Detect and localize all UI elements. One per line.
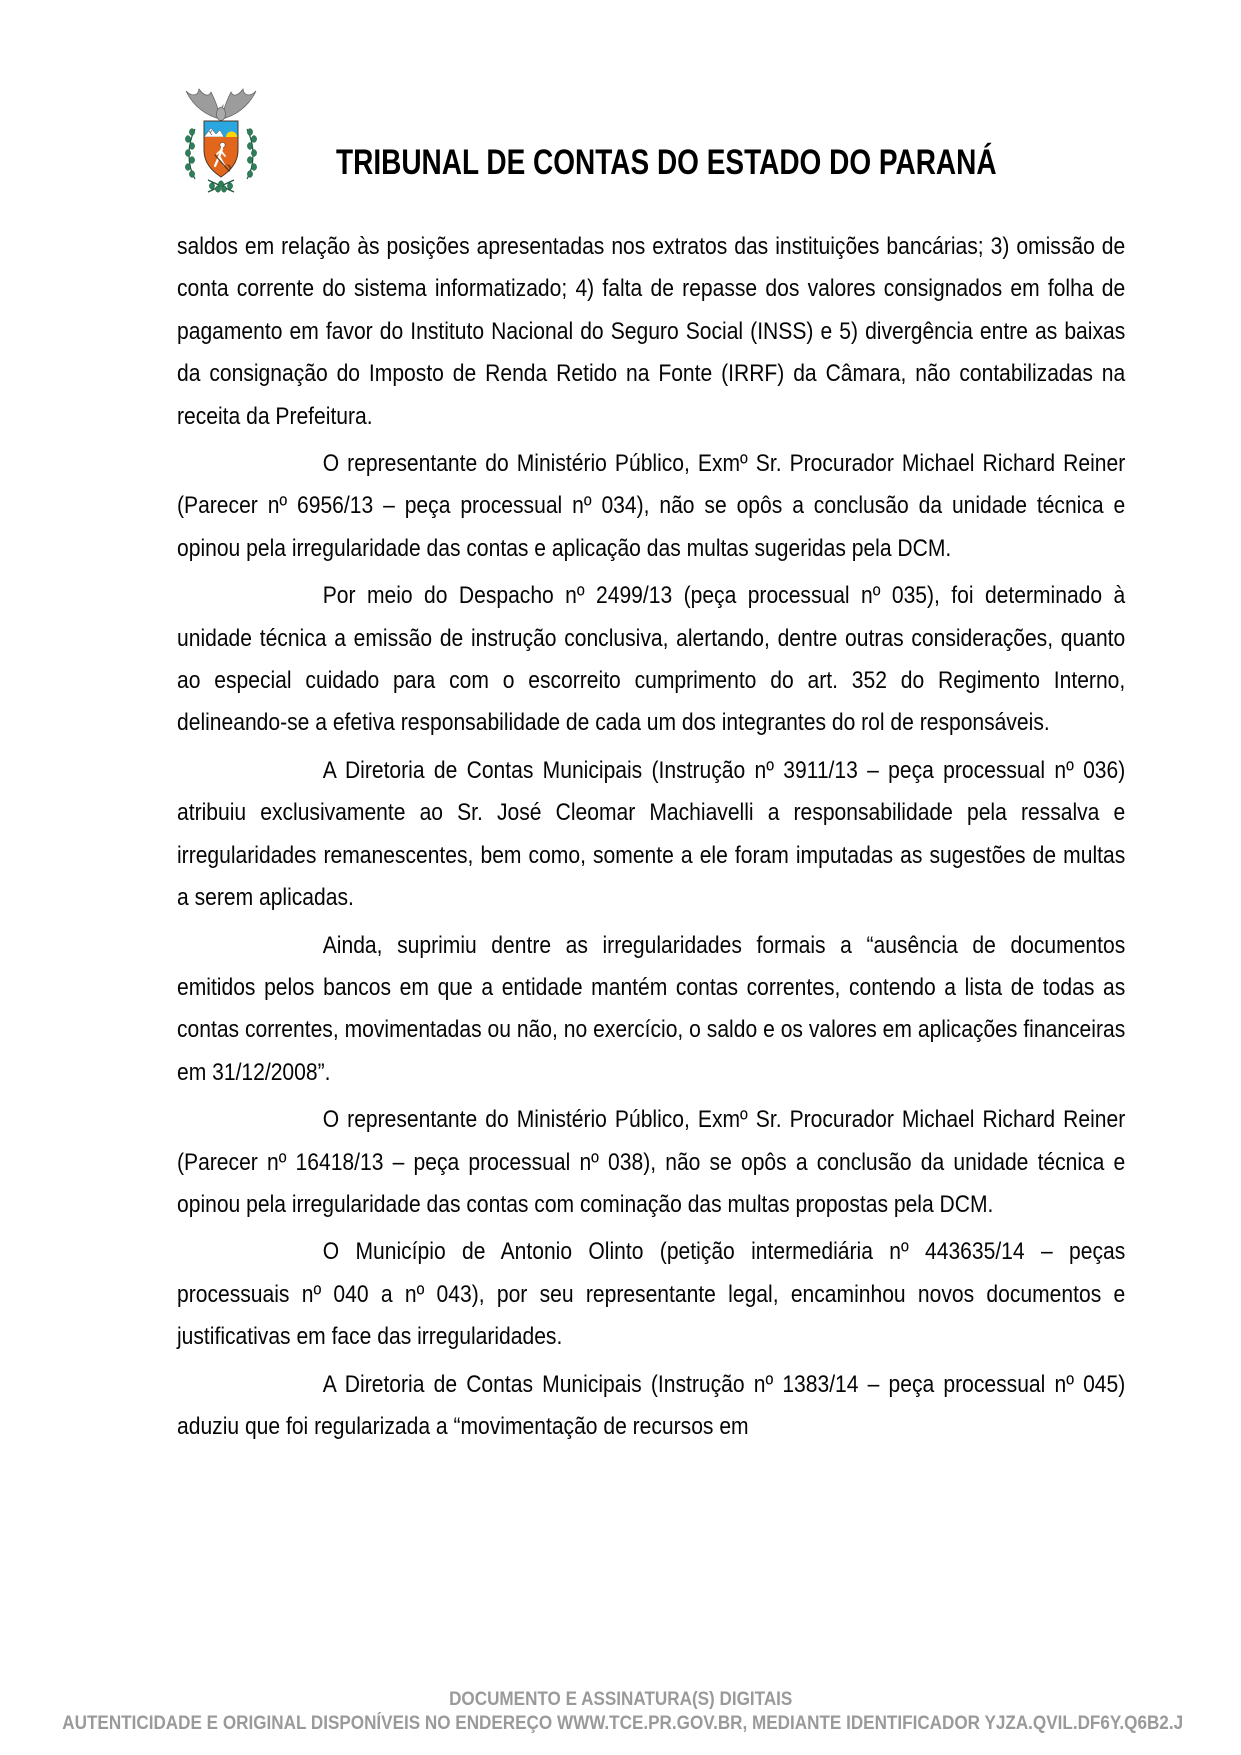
document-paragraph: O Município de Antonio Olinto (petição intermediária nº 443635/14 – peças processuais nº 040 a nº 043), por seu representante legal, encaminhou novos documentos e justificativas em face das irregularidades. bbox=[177, 1238, 1126, 1351]
document-paragraph: A Diretoria de Contas Municipais (Instrução nº 3911/13 – peça processual nº 036) atribuiu exclusivamente ao Sr. José Cleomar Machiavelli a responsabilidade pela ressalva e irregularidades remanescentes, bem como, somente a ele foram imputadas as sugestões de multas a serem aplicadas. bbox=[177, 756, 1126, 912]
footer-digital-signature-note: DOCUMENTO E ASSINATURA(S) DIGITAIS bbox=[448, 1689, 793, 1710]
eagle-icon bbox=[186, 89, 256, 121]
document-paragraph: O representante do Ministério Público, Exmº Sr. Procurador Michael Richard Reiner (Parecer nº 6956/13 – peça processual nº 034), não se opôs a conclusão da unidade técnica e opinou pela irregularidade das contas e aplicação das multas sugeridas pela DCM. bbox=[177, 450, 1126, 562]
document-paragraph: Por meio do Despacho nº 2499/13 (peça processual nº 035), foi determinado à unidade técnica a emissão de instrução conclusiva, alertando, dentre outras considerações, quanto ao especial cuidado para com o escorreito cumprimento do art. 352 do Regimento Interno, delineando-se a efetiva responsabilidade de cada um dos integrantes do rol de responsáveis. bbox=[177, 582, 1126, 737]
shield-icon bbox=[204, 121, 238, 177]
crossed-branches-icon bbox=[208, 180, 234, 192]
page-title: TRIBUNAL DE CONTAS DO ESTADO DO PARANÁ bbox=[336, 143, 997, 183]
footer-line-1 bbox=[0, 1688, 1241, 1712]
document-footer bbox=[0, 1688, 1241, 1736]
document-paragraph: Ainda, suprimiu dentre as irregularidades formais a “ausência de documentos emitidos pelos bancos em que a entidade mantém contas correntes, contendo a lista de todas as contas correntes, movimentadas ou não, no exercício, o saldo e os valores em aplicações financeiras em 31/12/2008”. bbox=[177, 931, 1126, 1086]
document-paragraph: A Diretoria de Contas Municipais (Instrução nº 1383/14 – peça processual nº 045) aduziu que foi regularizada a “movimentação de recursos em bbox=[177, 1370, 1126, 1440]
document-body bbox=[177, 226, 1125, 1453]
document-paragraph: O representante do Ministério Público, Exmº Sr. Procurador Michael Richard Reiner (Parecer nº 16418/13 – peça processual nº 038), não se opôs a conclusão da unidade técnica e opinou pela irregularidade das contas com cominação das multas propostas pela DCM. bbox=[177, 1106, 1126, 1218]
laurel-branch-right-icon bbox=[247, 129, 257, 179]
footer-authenticity-note: AUTENTICIDADE E ORIGINAL DISPONÍVEIS NO ENDEREÇO WWW.TCE.PR.GOV.BR, MEDIANTE IDENTIFICADOR YJZA.QVIL.DF6Y.Q6B2.J bbox=[62, 1713, 1184, 1734]
document-paragraph: saldos em relação às posições apresentadas nos extratos das instituições bancárias; 3) omissão de conta corrente do sistema informatizado; 4) falta de repasse dos valores consignados em folha de pagamento em favor do Instituto Nacional do Seguro Social (INSS) e 5) divergência entre as baixas da consignação do Imposto de Renda Retido na Fonte (IRRF) da Câmara, não contabilizadas na receita da Prefeitura. bbox=[177, 233, 1126, 430]
footer-line-2 bbox=[0, 1712, 1241, 1736]
laurel-branch-left-icon bbox=[185, 129, 195, 179]
parana-coat-of-arms-logo bbox=[176, 84, 266, 198]
